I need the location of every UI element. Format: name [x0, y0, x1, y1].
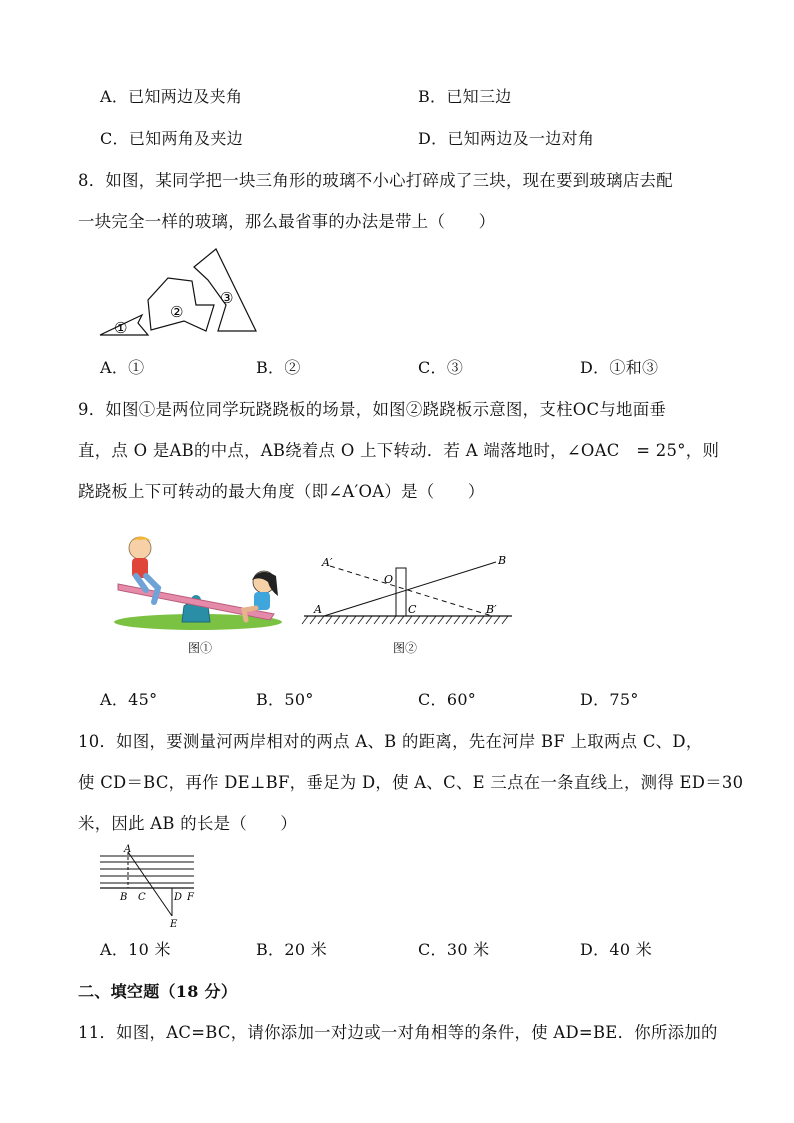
label-c: C [138, 892, 146, 903]
q8-option-c: C．③ [418, 358, 464, 377]
river-diagram [94, 842, 204, 930]
label-a-prime: A′ [322, 556, 333, 569]
q9-text-line2: 直，点 O 是AB的中点，AB绕着点 O 上下转动．若 A 端落地时，∠OAC = 25°，则 [78, 441, 720, 460]
broken-glass-figure [96, 245, 266, 340]
q9-option-d: D．75° [580, 690, 639, 709]
q9-option-c: C．60° [418, 690, 477, 709]
label-b: B [120, 892, 128, 903]
boy-head [129, 537, 151, 559]
q8-option-b: B．② [256, 358, 301, 377]
ground-hatching [302, 616, 508, 624]
q11-text-line1: 11．如图，AC=BC，请你添加一对边或一对角相等的条件，使 AD=BE．你所添加的 [78, 1023, 718, 1042]
q7-option-d: D．已知两边及一边对角 [418, 129, 595, 148]
label-f: F [187, 892, 194, 903]
piece-label-3: ③ [220, 289, 234, 307]
q9-option-b: B．50° [256, 690, 314, 709]
section-title-fill-in: 二、填空题（18 分） [78, 982, 238, 1001]
label-e: E [170, 919, 178, 930]
piece-label-1: ① [114, 319, 128, 337]
q10-option-b: B．20 米 [256, 940, 328, 959]
q10-option-d: D．40 米 [580, 940, 653, 959]
q10-text-line1: 10．如图，要测量河两岸相对的两点 A、B 的距离，先在河岸 BF 上取两点 C、D， [78, 732, 703, 751]
q10-option-c: C．30 米 [418, 940, 490, 959]
q7-option-a: A．已知两边及夹角 [100, 87, 243, 106]
label-b: B [498, 554, 507, 567]
q7-option-c: C．已知两角及夹边 [100, 129, 243, 148]
q9-text-line1: 9．如图①是两位同学玩跷跷板的场景，如图②跷跷板示意图，支柱OC与地面垂 [78, 400, 667, 419]
q10-option-a: A．10 米 [100, 940, 171, 959]
q8-text-line1: 8．如图，某同学把一块三角形的玻璃不小心打碎成了三块，现在要到玻璃店去配 [78, 171, 673, 190]
piece-label-2: ② [170, 303, 184, 321]
q9-option-a: A．45° [100, 690, 158, 709]
q8-option-d: D．①和③ [580, 358, 659, 377]
label-a: A [314, 603, 322, 616]
q7-option-b: B．已知三边 [418, 87, 512, 106]
label-d: D [174, 892, 183, 903]
label-a: A [124, 844, 132, 855]
fig1-caption: 图① [188, 641, 213, 655]
label-o: O [384, 573, 394, 586]
q10-text-line2: 使 CD＝BC，再作 DE⊥BF，垂足为 D，使 A、C、E 三点在一条直线上，测得 ED＝30 [78, 773, 744, 792]
fig2-caption: 图② [393, 641, 418, 655]
seesaw-diagram [300, 548, 520, 633]
q8-text-line2: 一块完全一样的玻璃，那么最省事的办法是带上（ ） [78, 212, 496, 231]
q9-text-line3: 跷跷板上下可转动的最大角度（即∠A′OA）是（ ） [78, 482, 485, 501]
seesaw-illustration [110, 530, 290, 635]
label-b-prime: B′ [486, 603, 497, 616]
q10-text-line3: 米，因此 AB 的长是（ ） [78, 814, 298, 833]
q8-option-a: A．① [100, 358, 145, 377]
label-c: C [408, 603, 417, 616]
